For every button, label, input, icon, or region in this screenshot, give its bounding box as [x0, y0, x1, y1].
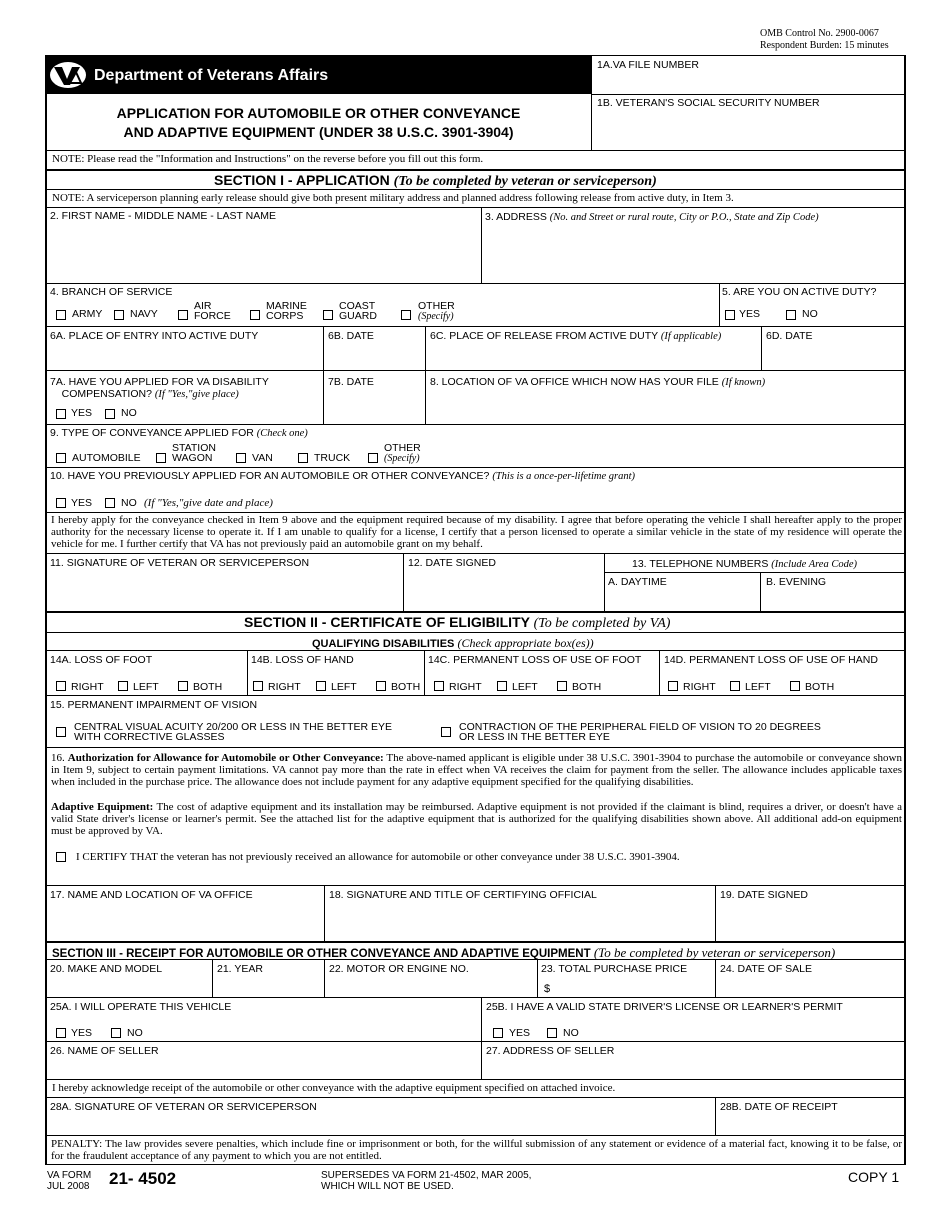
- checkbox-navy[interactable]: [114, 310, 124, 320]
- penalty-text: PENALTY: The law provides severe penalties, which include fine or imprisonment or both, for the willful submission of any statement or evidence of a material fact, knowing it to be false, or for the fraudulent acceptance of any payment to which you are not entitled.: [51, 1138, 902, 1162]
- opt-10-yes: YES: [71, 497, 93, 509]
- opt-14a-both: BOTH: [193, 681, 223, 693]
- checkbox-station-wagon[interactable]: [156, 453, 166, 463]
- field-24[interactable]: 24. DATE OF SALE: [720, 963, 813, 975]
- opt-14d-both: BOTH: [805, 681, 835, 693]
- copy-label: COPY 1: [848, 1169, 900, 1185]
- field-14b: 14B. LOSS OF HAND: [251, 654, 354, 666]
- field-6a[interactable]: 6A. PLACE OF ENTRY INTO ACTIVE DUTY: [50, 330, 259, 342]
- field-7a: 7A. HAVE YOU APPLIED FOR VA DISABILITY COMPENSATION? (If "Yes,"give place): [50, 376, 269, 400]
- checkbox-14a-right[interactable]: [56, 681, 66, 691]
- opt-station-wagon: STATION WAGON: [172, 442, 216, 464]
- opt-visual-acuity: CENTRAL VISUAL ACUITY 20/200 OR LESS IN THE BETTER EYE WITH CORRECTIVE GLASSES: [74, 721, 393, 743]
- form-label: VA FORM JUL 2008: [47, 1170, 92, 1192]
- opt-14a-left: LEFT: [133, 681, 159, 693]
- checkbox-van[interactable]: [236, 453, 246, 463]
- va-certify-text: I CERTIFY THAT the veteran has not previously received an allowance for automobile or other conveyance under 38 U.S.C. 3901-3904.: [76, 851, 680, 863]
- opt-14b-both: BOTH: [391, 681, 421, 693]
- checkbox-army[interactable]: [56, 310, 66, 320]
- opt-14b-right: RIGHT: [268, 681, 301, 693]
- opt-14d-left: LEFT: [745, 681, 771, 693]
- field-26[interactable]: 26. NAME OF SELLER: [50, 1045, 159, 1057]
- opt-14b-left: LEFT: [331, 681, 357, 693]
- field-2-name[interactable]: 2. FIRST NAME - MIDDLE NAME - LAST NAME: [50, 210, 276, 222]
- checkbox-14d-left[interactable]: [730, 681, 740, 691]
- opt-branch-other: OTHER (Specify): [418, 300, 455, 322]
- checkbox-25b-no[interactable]: [547, 1028, 557, 1038]
- field-10-hint: (If "Yes,"give date and place): [144, 497, 273, 509]
- opt-25a-no: NO: [127, 1027, 143, 1039]
- form-title-line1: APPLICATION FOR AUTOMOBILE OR OTHER CONVEYANCE: [116, 105, 521, 121]
- section1-note: NOTE: A serviceperson planning early release should give both present military address and planned address following release from active duty, in Item 3.: [52, 192, 734, 204]
- field-27[interactable]: 27. ADDRESS OF SELLER: [486, 1045, 615, 1057]
- opt-conv-other: OTHER (Specify): [384, 442, 421, 464]
- checkbox-10-no[interactable]: [105, 498, 115, 508]
- checkbox-25a-no[interactable]: [111, 1028, 121, 1038]
- checkbox-14c-left[interactable]: [497, 681, 507, 691]
- field-14d: 14D. PERMANENT LOSS OF USE OF HAND: [664, 654, 878, 666]
- field-13a-daytime[interactable]: A. DAYTIME: [608, 576, 667, 588]
- omb-control: OMB Control No. 2900-0067: [760, 28, 879, 39]
- checkbox-conv-other[interactable]: [368, 453, 378, 463]
- opt-7a-yes: YES: [71, 407, 93, 419]
- opt-14a-right: RIGHT: [71, 681, 104, 693]
- checkbox-truck[interactable]: [298, 453, 308, 463]
- field-28a[interactable]: 28A. SIGNATURE OF VETERAN OR SERVICEPERSON: [50, 1101, 317, 1113]
- opt-peripheral-field: CONTRACTION OF THE PERIPHERAL FIELD OF VISION TO 20 DEGREES OR LESS IN THE BETTER EYE: [459, 721, 821, 743]
- checkbox-visual-acuity[interactable]: [56, 727, 66, 737]
- checkbox-14c-both[interactable]: [557, 681, 567, 691]
- checkbox-7a-yes[interactable]: [56, 409, 66, 419]
- applicant-certification: I hereby apply for the conveyance checked in Item 9 above and the equipment required because of my disability. I agree that before operating the vehicle I shall hereafter apply to the proper authority for the necessary license to operate it. If I am unable to qualify for a license, I certify that a person licensed to operate a similar vehicle in the state of my residence will operate the vehicle for me. I further certify that VA has not previously paid an automobile grant on my behalf.: [51, 514, 902, 550]
- opt-25a-yes: YES: [71, 1027, 93, 1039]
- field-6d[interactable]: 6D. DATE: [766, 330, 813, 342]
- section2-title: SECTION II - CERTIFICATE OF ELIGIBILITY (To be completed by VA): [244, 614, 671, 631]
- checkbox-va-certify[interactable]: [56, 852, 66, 862]
- checkbox-14a-left[interactable]: [118, 681, 128, 691]
- checkbox-14c-right[interactable]: [434, 681, 444, 691]
- field-14c: 14C. PERMANENT LOSS OF USE OF FOOT: [428, 654, 642, 666]
- field-14a: 14A. LOSS OF FOOT: [50, 654, 153, 666]
- field-8[interactable]: 8. LOCATION OF VA OFFICE WHICH NOW HAS YOUR FILE (If known): [430, 376, 766, 388]
- field-6b[interactable]: 6B. DATE: [328, 330, 374, 342]
- field-17[interactable]: 17. NAME AND LOCATION OF VA OFFICE: [50, 889, 253, 901]
- opt-automobile: AUTOMOBILE: [72, 452, 141, 464]
- opt-active-no: NO: [802, 308, 818, 320]
- checkbox-14a-both[interactable]: [178, 681, 188, 691]
- field-11-signature[interactable]: 11. SIGNATURE OF VETERAN OR SERVICEPERSON: [50, 557, 310, 569]
- checkbox-14b-right[interactable]: [253, 681, 263, 691]
- opt-7a-no: NO: [121, 407, 137, 419]
- opt-14c-right: RIGHT: [449, 681, 482, 693]
- qualifying-disabilities: QUALIFYING DISABILITIES (Check appropriate box(es)): [312, 636, 594, 650]
- checkbox-14d-right[interactable]: [668, 681, 678, 691]
- field-25a: 25A. I WILL OPERATE THIS VEHICLE: [50, 1001, 232, 1013]
- checkbox-14b-left[interactable]: [316, 681, 326, 691]
- section3-title: SECTION III - RECEIPT FOR AUTOMOBILE OR OTHER CONVEYANCE AND ADAPTIVE EQUIPMENT (To be completed by veteran or serviceperson): [52, 945, 836, 960]
- checkbox-branch-other[interactable]: [401, 310, 411, 320]
- field-21[interactable]: 21. YEAR: [217, 963, 263, 975]
- checkbox-25a-yes[interactable]: [56, 1028, 66, 1038]
- opt-air-force: AIR FORCE: [194, 300, 231, 322]
- checkbox-active-no[interactable]: [786, 310, 796, 320]
- field-9: 9. TYPE OF CONVEYANCE APPLIED FOR (Check one): [50, 427, 308, 439]
- field-25b: 25B. I HAVE A VALID STATE DRIVER'S LICENSE OR LEARNER'S PERMIT: [486, 1001, 843, 1013]
- opt-van: VAN: [252, 452, 273, 464]
- checkbox-automobile[interactable]: [56, 453, 66, 463]
- opt-army: ARMY: [72, 308, 103, 320]
- field-20[interactable]: 20. MAKE AND MODEL: [50, 963, 163, 975]
- field-13-phone: 13. TELEPHONE NUMBERS (Include Area Code): [632, 558, 858, 570]
- field-19[interactable]: 19. DATE SIGNED: [720, 889, 808, 901]
- field-10: 10. HAVE YOU PREVIOUSLY APPLIED FOR AN AUTOMOBILE OR OTHER CONVEYANCE? (This is a once-per-lifetime grant): [50, 470, 635, 482]
- field-3-address[interactable]: 3. ADDRESS (No. and Street or rural route, City or P.O., State and Zip Code): [485, 211, 819, 223]
- checkbox-10-yes[interactable]: [56, 498, 66, 508]
- checkbox-peripheral-field[interactable]: [441, 727, 451, 737]
- checkbox-air-force[interactable]: [178, 310, 188, 320]
- checkbox-14d-both[interactable]: [790, 681, 800, 691]
- opt-truck: TRUCK: [314, 452, 351, 464]
- omb-burden: Respondent Burden: 15 minutes: [760, 40, 889, 51]
- field-7b[interactable]: 7B. DATE: [328, 376, 374, 388]
- field-6c[interactable]: 6C. PLACE OF RELEASE FROM ACTIVE DUTY (If applicable): [430, 330, 722, 342]
- section1-title: SECTION I - APPLICATION (To be completed by veteran or serviceperson): [214, 172, 657, 189]
- opt-active-yes: YES: [739, 308, 761, 320]
- checkbox-25b-yes[interactable]: [493, 1028, 503, 1038]
- field-4-branch: 4. BRANCH OF SERVICE: [50, 286, 173, 298]
- opt-14d-right: RIGHT: [683, 681, 716, 693]
- authorization-text: 16. Authorization for Allowance for Automobile or Other Conveyance: The above-named applicant is eligible under 38 U.S.C. 3901-3904 to purchase the automobile or conveyance shown in Item 9, subject to certain payment limitations. VA cannot pay more than the rate in effect when VA receives the claim for payment from the seller. The allowance includes applicable taxes when included in the purchase price. The allowance does not include payment for any adaptive equipment specified for the qualifying disabilities.: [51, 752, 902, 788]
- opt-14c-left: LEFT: [512, 681, 538, 693]
- supersedes: SUPERSEDES VA FORM 21-4502, MAR 2005, WHICH WILL NOT BE USED.: [321, 1170, 532, 1192]
- field-15: 15. PERMANENT IMPAIRMENT OF VISION: [50, 699, 258, 711]
- field-23[interactable]: 23. TOTAL PURCHASE PRICE: [541, 963, 688, 975]
- checkbox-active-yes[interactable]: [725, 310, 735, 320]
- checkbox-14b-both[interactable]: [376, 681, 386, 691]
- opt-marine-corps: MARINE CORPS: [266, 300, 307, 322]
- dollar-sign: $: [544, 983, 551, 995]
- opt-25b-no: NO: [563, 1027, 579, 1039]
- receipt-acknowledgment: I hereby acknowledge receipt of the automobile or other conveyance with the adaptive equipment specified on attached invoice.: [52, 1082, 616, 1094]
- checkbox-7a-no[interactable]: [105, 409, 115, 419]
- checkbox-coast-guard[interactable]: [323, 310, 333, 320]
- field-18[interactable]: 18. SIGNATURE AND TITLE OF CERTIFYING OFFICIAL: [329, 889, 597, 901]
- opt-25b-yes: YES: [509, 1027, 531, 1039]
- opt-14c-both: BOTH: [572, 681, 602, 693]
- checkbox-marine-corps[interactable]: [250, 310, 260, 320]
- va-logo-icon: [48, 60, 88, 90]
- agency-name: Department of Veterans Affairs: [94, 67, 329, 84]
- note-top: NOTE: Please read the "Information and Instructions" on the reverse before you fill out this form.: [52, 153, 484, 165]
- opt-10-no: NO: [121, 497, 137, 509]
- file-number-label[interactable]: 1A.VA FILE NUMBER: [597, 59, 699, 71]
- form-title-line2: AND ADAPTIVE EQUIPMENT (UNDER 38 U.S.C. 3901-3904): [123, 124, 514, 140]
- opt-coast-guard: COAST GUARD: [339, 300, 377, 322]
- form-number: 21- 4502: [109, 1169, 177, 1188]
- field-28b[interactable]: 28B. DATE OF RECEIPT: [720, 1101, 838, 1113]
- adaptive-equipment-text: Adaptive Equipment: The cost of adaptive equipment and its installation may be reimbursed. Adaptive equipment is not provided if the claimant is blind, requires a driver, or doesn't have a valid State driver's license or learner's permit. See the attached list for the adaptive equipment that is authorized for the qualifying disabilities shown above. All additional add-on equipment must be approved by VA.: [51, 801, 902, 837]
- opt-navy: NAVY: [130, 308, 158, 320]
- field-22[interactable]: 22. MOTOR OR ENGINE NO.: [329, 963, 469, 975]
- field-13b-evening[interactable]: B. EVENING: [766, 576, 827, 588]
- field-12-date[interactable]: 12. DATE SIGNED: [408, 557, 496, 569]
- ssn-label[interactable]: 1B. VETERAN'S SOCIAL SECURITY NUMBER: [597, 97, 820, 109]
- field-5-active-duty: 5. ARE YOU ON ACTIVE DUTY?: [722, 286, 877, 298]
